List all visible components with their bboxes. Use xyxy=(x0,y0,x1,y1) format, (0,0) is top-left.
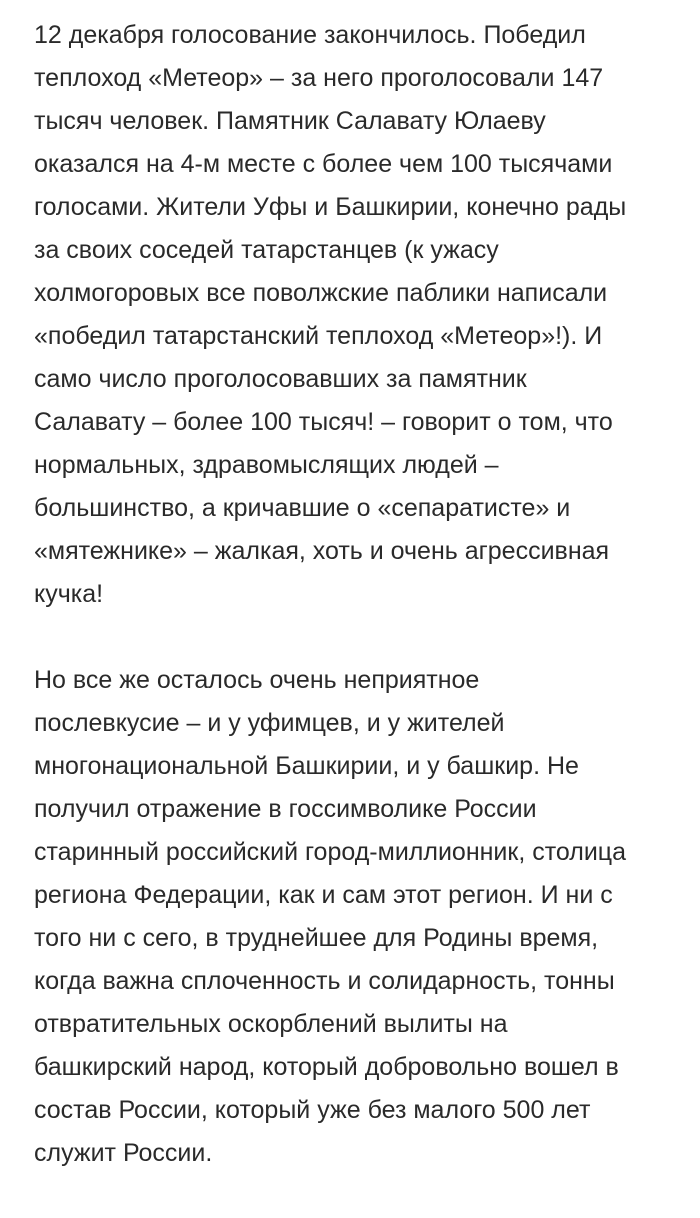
text-line: получил отражение в госсимволике России xyxy=(34,795,537,823)
text-line: само число проголосовавших за памятник xyxy=(34,365,527,393)
text-line: тысяч человек. Памятник Салавату Юлаеву xyxy=(34,107,546,135)
text-line: того ни с сего, в труднейшее для Родины время, xyxy=(34,924,599,952)
paragraph-aftertaste xyxy=(34,659,684,1175)
text-line: нормальных, здравомыслящих людей – xyxy=(34,451,499,479)
text-line: состав России, который уже без малого 500 лет xyxy=(34,1096,591,1124)
text-line: «победил татарстанский теплоход «Метеор»!). И xyxy=(34,322,603,350)
text-line: оказался на 4-м месте с более чем 100 тысячами xyxy=(34,150,613,178)
text-line: 12 декабря голосование закончилось. Победил xyxy=(34,21,586,49)
text-line: старинный российский город-миллионник, столица xyxy=(34,838,627,866)
text-line: Салавату – более 100 тысяч! – говорит о том, что xyxy=(34,408,613,436)
text-line: Но все же осталось очень неприятное xyxy=(34,666,480,694)
text-line: отвратительных оскорблений вылиты на xyxy=(34,1010,508,1038)
text-line: холмогоровых все поволжские паблики написали xyxy=(34,279,608,307)
text-line: служит России. xyxy=(34,1139,213,1167)
text-line: большинство, а кричавшие о «сепаратисте» и xyxy=(34,494,571,522)
text-line: кучка! xyxy=(34,580,104,608)
text-line: за своих соседей татарстанцев (к ужасу xyxy=(34,236,499,264)
text-line: региона Федерации, как и сам этот регион. И ни с xyxy=(34,881,613,909)
text-line: «мятежнике» – жалкая, хоть и очень агрессивная xyxy=(34,537,610,565)
text-line: многонациональной Башкирии, и у башкир. Не xyxy=(34,752,579,780)
text-line: послевкусие – и у уфимцев, и у жителей xyxy=(34,709,505,737)
text-line: башкирский народ, который добровольно вошел в xyxy=(34,1053,619,1081)
text-line: теплоход «Метеор» – за него проголосовали 147 xyxy=(34,64,604,92)
text-line: когда важна сплоченность и солидарность, тонны xyxy=(34,967,615,995)
paragraph-voting-result xyxy=(34,14,684,616)
text-line: голосами. Жители Уфы и Башкирии, конечно рады xyxy=(34,193,627,221)
article-body xyxy=(34,14,684,1218)
